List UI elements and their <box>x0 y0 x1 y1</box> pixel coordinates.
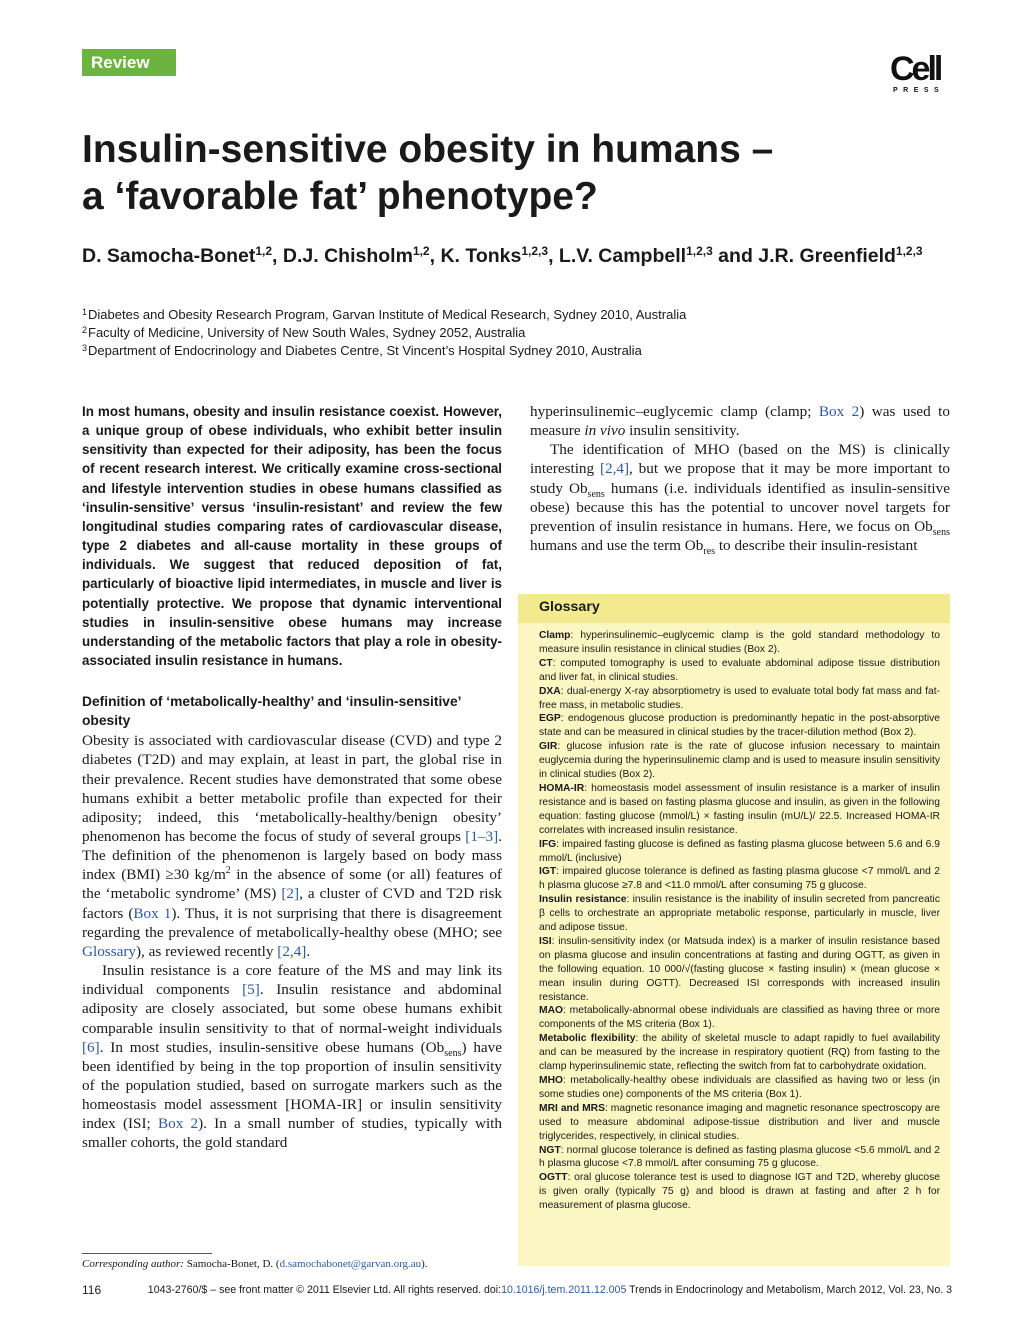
glossary-entry <box>539 740 940 782</box>
glossary-entry <box>539 629 940 657</box>
glossary-term: GIR <box>539 741 558 753</box>
section-heading: Definition of ‘metabolically-healthy’ and ‘insulin-sensitive’ obesity <box>82 694 461 729</box>
footnote-close: ). <box>421 1258 428 1270</box>
glossary-definition: : insulin-sensitivity index (or Matsuda index) is a marker of insulin resistance based on plasma glucose and insulin concentrations at fasting and during OGTT, as given in the following equation. 10 000/√(fasting glucose × fasting insulin) × (mean glucose × mean insulin during OGTT). Decreased ISI corresponds with increased insulin resistance. <box>539 935 940 1003</box>
glossary-entry <box>539 1171 940 1213</box>
affiliation <box>82 342 942 360</box>
footnote-name: Samocha-Bonet, D. ( <box>183 1258 280 1270</box>
glossary-definition: : homeostasis model assessment of insulin resistance is a marker of insulin resistance and is based on fasting plasma glucose and insulin, as given in the following equation: fasting glucose (mmol/L) × fasting insulin (mU/L)/ 22.5. Increased HOMA-IR correlates with increased insulin resistance. <box>539 782 940 836</box>
glossary-term: HOMA-IR <box>539 782 585 794</box>
affiliation <box>82 324 942 342</box>
glossary-definition: : normal glucose tolerance is defined as fasting plasma glucose <5.6 mmol/L and 2 h plasma glucose <7.8 mmol/L after consuming 75 g glucose. <box>539 1144 940 1170</box>
text-run: The identification of MHO (based on the MS) is clinically interesting <box>530 441 950 478</box>
glossary-term: MRI and MRS <box>539 1102 605 1114</box>
glossary-definition: : hyperinsulinemic–euglycemic clamp is the gold standard methodology to measure insulin resistance in clinical studies (Box 2). <box>539 630 940 655</box>
citation-link[interactable]: [2] <box>281 885 300 903</box>
citation-link[interactable]: [6] <box>82 1038 100 1056</box>
right-column <box>530 402 951 558</box>
text-run: . <box>306 942 311 960</box>
footnote-label: Corresponding author: <box>82 1258 184 1270</box>
glossary-entry <box>539 782 940 838</box>
text-run: ). Thus, it is not surprising that there is disagreement regarding the prevalence of metabolically-healthy obese (MHO; see <box>82 904 502 941</box>
logo-subtext: PRESS <box>893 87 945 94</box>
glossary-entry <box>539 935 940 1005</box>
glossary-entry <box>539 712 940 740</box>
glossary-definition: : magnetic resonance imaging and magnetic resonance spectroscopy are used to measure abdominal adipose-tissue distribution and liver and muscle triglycerides, respectively, in clinical studies. <box>539 1102 940 1142</box>
logo-word: Cell <box>890 50 941 88</box>
citation-link[interactable]: [2,4] <box>277 942 307 960</box>
glossary-entry <box>539 893 940 935</box>
text-run: in the absence of some (or all) features of the ‘metabolic syndrome’ (MS) <box>82 866 502 903</box>
text-run: . The definition of the phenomenon is largely based on body mass index (BMI) ≥30 kg/m <box>82 827 502 884</box>
glossary-term: CT <box>539 657 553 669</box>
glossary-title: Glossary <box>518 594 950 623</box>
author-separator: , <box>548 245 559 267</box>
affiliation-number: 2 <box>82 325 88 335</box>
glossary-definition: : dual-energy X-ray absorptiometry is used to evaluate total body fat mass and fat-free mass, in metabolic studies. <box>539 685 940 711</box>
glossary-definition: : the ability of skeletal muscle to adapt rapidly to fuel availability and can be measured by the increase in respiratory quotient (RQ) from fasting to the clamp hyperinsulinemic state, reflecting the switch from fat to carbohydrate oxidation. <box>539 1033 941 1073</box>
affiliation-text: Faculty of Medicine, University of New South Wales, Sydney 2052, Australia <box>88 325 526 340</box>
citation-link[interactable]: [2,4] <box>599 460 630 478</box>
author-list <box>82 243 942 269</box>
affiliation-list <box>82 306 942 360</box>
text-run: Obesity is associated with cardiovascular disease (CVD) and type 2 diabetes (T2D) and may explain, at least in part, the global rise in their prevalence. Recent studies have demonstrated that some obese humans exhibit a better metabolic profile than expected for their adiposity; indeed, this ‘metabolically-healthy/benign obesity’ phenomenon has become the focus of study of several groups <box>82 732 502 845</box>
glossary-box <box>518 594 950 1266</box>
text-run: Insulin resistance is a core feature of the MS and may link its individual components <box>82 962 502 999</box>
subscript-text: sens <box>587 488 605 500</box>
author-name: J.R. Greenfield <box>758 245 896 267</box>
citation-link[interactable]: [5] <box>242 981 260 999</box>
glossary-term: IFG <box>539 838 557 850</box>
body-paragraph-4 <box>530 440 951 558</box>
glossary-definition: : impaired fasting glucose is defined as fasting plasma glucose between 5.6 and 6.9 mmol/L (inclusive) <box>539 838 940 864</box>
glossary-term: Clamp <box>539 630 571 641</box>
glossary-term: Metabolic flexibility <box>539 1033 636 1045</box>
author-affiliation-marker: 1,2 <box>255 244 273 258</box>
author-name: D. Samocha-Bonet <box>82 245 256 267</box>
glossary-definition: : metabolically-abnormal obese individuals are classified as having three or more components of the MS criteria (Box 1). <box>539 1005 940 1031</box>
glossary-term: OGTT <box>539 1172 568 1184</box>
text-run: , but we propose that it may be more important to study Ob <box>530 460 951 497</box>
author-separator: , <box>429 245 441 267</box>
glossary-term: Insulin resistance <box>539 894 627 906</box>
affiliation-text: Diabetes and Obesity Research Program, Garvan Institute of Medical Research, Sydney 2010, Australia <box>88 307 687 322</box>
glossary-entry <box>539 865 940 893</box>
glossary-definition: : computed tomography is used to evaluate abdominal adipose tissue distribution and liver fat, in clinical studies. <box>539 657 940 683</box>
doi-link[interactable]: 10.1016/j.tem.2011.12.005 <box>501 1284 627 1296</box>
left-column <box>82 402 502 1153</box>
article-title <box>82 126 942 220</box>
subscript-text: sens <box>444 1047 462 1059</box>
body-paragraph-1 <box>82 731 502 961</box>
author-affiliation-marker: 1,2,3 <box>686 244 713 258</box>
glossary-definition: : insulin resistance is the inability of insulin secreted from pancreatic β cells to orchestrate an appropriate metabolic response, particularly in muscle, liver and adipose tissue. <box>539 894 940 934</box>
author-affiliation-marker: 1,2,3 <box>521 244 549 258</box>
citation-link[interactable]: Box 2 <box>157 1115 199 1133</box>
author-name: L.V. Campbell <box>558 245 687 267</box>
glossary-entry <box>539 657 940 685</box>
citation-link[interactable]: Glossary <box>82 942 136 960</box>
citation-link[interactable]: Box 1 <box>133 904 172 922</box>
body-paragraph-2 <box>82 961 502 1153</box>
body-paragraph-3 <box>530 402 950 440</box>
abstract: In most humans, obesity and insulin resistance coexist. However, a unique group of obese individuals, who exhibit better insulin sensitivity than expected for their adiposity, has been the focus of recent research interest. We critically examine cross-sectional and lifestyle intervention studies in obese humans classified as ‘insulin-sensitive’ versus ‘insulin-resistant’ and review the few longitudinal studies comparing rates of cardiovascular disease, type 2 diabetes and all-cause mortality in these groups of individuals. We suggest that reduced deposition of fat, particularly of bioactive lipid intermediates, in muscle and liver is potentially protective. We propose that dynamic interventional studies in insulin-sensitive obese humans may increase understanding of the metabolic factors that play a role in obesity-associated insulin resistance in humans. <box>82 404 502 669</box>
glossary-entries <box>518 623 950 1213</box>
author-name: D.J. Chisholm <box>282 245 413 267</box>
glossary-definition: : endogenous glucose production is predominantly hepatic in the post-absorptive state and can be measured in clinical studies by the tracer-dilution method (Box 2). <box>539 713 940 739</box>
superscript-text: 2 <box>225 865 231 877</box>
text-run: humans and use the term Ob <box>530 537 704 555</box>
author-email-link[interactable]: d.samochabonet@garvan.org.au <box>279 1258 422 1270</box>
footnote-divider <box>82 1253 212 1254</box>
glossary-entry <box>539 838 940 866</box>
author-separator: and <box>712 245 759 267</box>
text-run: ) have been identified by being in the top proportion of insulin sensitivity of the population studied, based on surrogate markers such as the homeostasis model assessment [HOMA-IR] or insulin sensitivity index (ISI; <box>82 1038 502 1133</box>
glossary-definition: : oral glucose tolerance test is used to diagnose IGT and T2D, whereby glucose is given orally (typically 75 g) and blood is drawn at fasting and after 2 h for measurement of plasma glucose. <box>539 1172 940 1212</box>
glossary-term: NGT <box>539 1144 561 1156</box>
text-run: ). In a small number of studies, typically with smaller cohorts, the gold standard <box>82 1115 502 1152</box>
glossary-entry <box>539 1004 940 1032</box>
text-run: ), as reviewed recently <box>136 942 278 960</box>
text-run: . Insulin resistance and abdominal adiposity are closely associated, but some obese humans exhibit comparable insulin sensitivity to that of normal-weight individuals <box>82 981 503 1037</box>
affiliation-number: 1 <box>82 307 88 317</box>
cell-press-logo <box>890 52 952 96</box>
subscript-text: res <box>703 546 716 558</box>
title-line-2: a ‘favorable fat’ phenotype? <box>82 175 598 218</box>
footer-citation <box>148 1282 952 1298</box>
glossary-term: DXA <box>539 685 561 697</box>
page-footer <box>82 1282 952 1298</box>
author-affiliation-marker: 1,2 <box>412 244 430 258</box>
footer-front-matter: 1043-2760/$ – see front matter © 2011 Elsevier Ltd. All rights reserved. doi: <box>147 1284 502 1296</box>
author-separator: , <box>272 245 283 267</box>
glossary-entry <box>539 1074 940 1102</box>
glossary-term: MHO <box>539 1075 564 1086</box>
text-run: , a cluster of CVD and T2D risk factors ( <box>82 885 502 922</box>
text-run: to describe their insulin-resistant <box>715 537 918 555</box>
citation-link[interactable]: Box 2 <box>818 403 860 420</box>
page-number: 116 <box>82 1283 102 1297</box>
affiliation <box>82 306 942 324</box>
glossary-term: IGT <box>539 866 557 878</box>
affiliation-number: 3 <box>82 343 88 353</box>
text-run: humans (i.e. individuals identified as insulin-sensitive obese) because this has the potential to uncover novel targets for prevention of insulin resistance in humans. Here, we focus on Ob <box>530 479 950 535</box>
glossary-term: ISI <box>539 935 552 947</box>
text-run: insulin sensitivity. <box>625 422 740 440</box>
citation-link[interactable]: [1–3] <box>465 827 499 845</box>
subscript-text: sens <box>932 526 950 538</box>
footer-journal: Trends in Endocrinology and Metabolism, March 2012, Vol. 23, No. 3 <box>626 1284 952 1296</box>
glossary-definition: : impaired glucose tolerance is defined as fasting plasma glucose <7 mmol/L and 2 h plasma glucose ≥7.8 and <11.0 mmol/L after consuming 75 g glucose. <box>539 866 940 892</box>
glossary-definition: : metabolically-healthy obese individuals are classified as having two or less (in some studies one) components of the MS criteria (Box 1). <box>539 1075 940 1100</box>
author-name: K. Tonks <box>440 245 522 267</box>
author-affiliation-marker: 1,2,3 <box>895 244 923 258</box>
glossary-entry <box>539 1032 940 1074</box>
section-label: Review <box>82 49 176 76</box>
text-run: ) was used to measure <box>530 403 950 440</box>
italic-text: in vivo <box>584 422 626 440</box>
glossary-term: EGP <box>539 713 561 725</box>
affiliation-text: Department of Endocrinology and Diabetes Centre, St Vincent’s Hospital Sydney 2010, Australia <box>88 343 642 358</box>
glossary-entry <box>539 1144 940 1172</box>
glossary-entry <box>539 685 940 713</box>
text-run: . In most studies, insulin-sensitive obese humans (Ob <box>99 1038 445 1056</box>
text-run: hyperinsulinemic–euglycemic clamp (clamp; <box>530 403 819 420</box>
title-line-1: Insulin-sensitive obesity in humans – <box>82 128 774 171</box>
glossary-entry <box>539 1102 940 1144</box>
glossary-term: MAO <box>539 1005 564 1017</box>
corresponding-author-footnote <box>82 1257 522 1271</box>
glossary-definition: : glucose infusion rate is the rate of glucose infusion necessary to maintain euglycemia during the hyperinsulinemic clamp and is used to measure insulin sensitivity in clinical studies (Box 2). <box>539 741 940 781</box>
